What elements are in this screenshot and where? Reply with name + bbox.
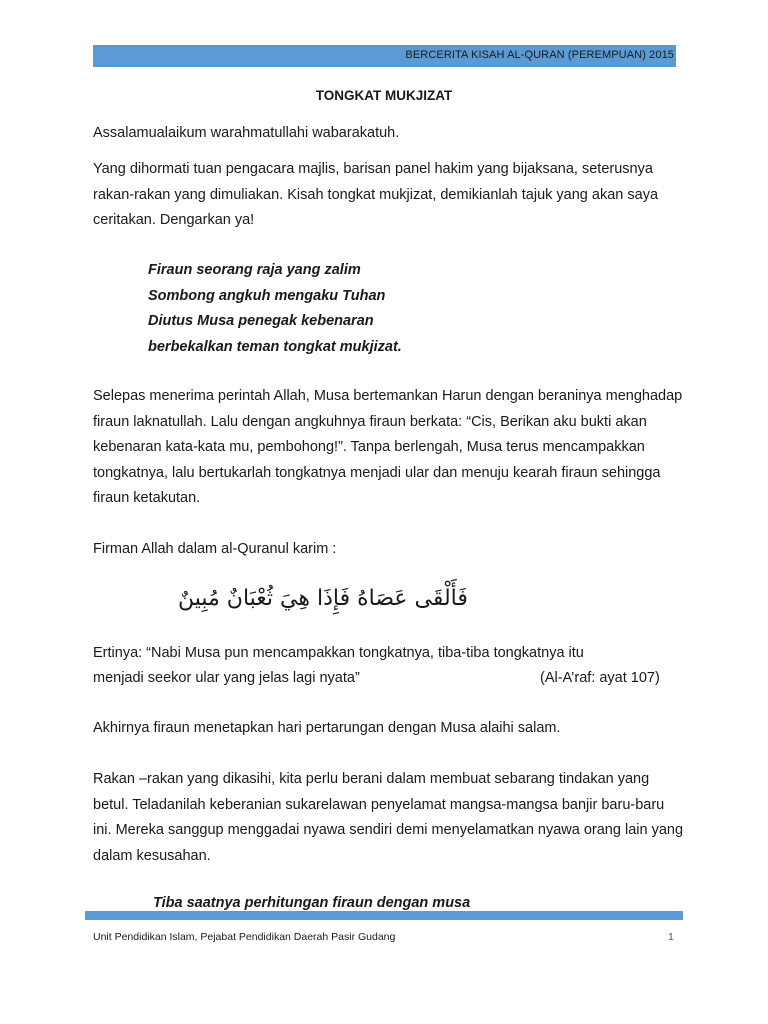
page-number: 1 [668,931,674,943]
header-bar [93,45,676,67]
poem-block [148,258,402,360]
translation-line-1: Ertinya: “Nabi Musa pun mencampakkan tongkatnya, tiba-tiba tongkatnya itu [93,645,584,661]
intro-paragraph: Yang dihormati tuan pengacara majlis, barisan panel hakim yang bijaksana, seterusnya rakan-rakan yang dimuliakan. Kisah tongkat mukjizat, demikianlah tajuk yang akan saya ceritakan. Dengarkan ya! [93,161,659,228]
closing-line: Tiba saatnya perhitungan firaun dengan musa [153,895,471,911]
advice-paragraph: Rakan –rakan yang dikasihi, kita perlu berani dalam membuat sebarang tindakan yang betul. Teladanilah keberanian sukarelawan penyelamat mangsa-mangsa banjir baru-baru ini. Mereka sanggup menggadai nyawa sendiri demi menyelamatkan nyawa orang lain yang dalam kesusahan. [93,771,684,864]
footer-text: Unit Pendidikan Islam, Pejabat Pendidikan Daerah Pasir Gudang [93,931,396,943]
poem-line: Sombong angkuh mengaku Tuhan [148,287,386,304]
poem-line: Firaun seorang raja yang zalim [148,262,361,278]
poem-line: berbekalkan teman tongkat mukjizat. [148,338,402,355]
firman-paragraph: Firman Allah dalam al-Quranul karim : [93,541,337,557]
poem-line: Diutus Musa penegak kebenaran [148,313,374,329]
ending-paragraph: Akhirnya firaun menetapkan hari pertarungan dengan Musa alaihi salam. [93,720,561,736]
page-title: TONGKAT MUKJIZAT [315,88,453,103]
translation-text: menjadi seekor ular yang jelas lagi nyata” [93,670,360,686]
translation-line-2 [93,666,683,692]
verse-reference: (Al-A’raf: ayat 107) [540,670,660,686]
header-title: BERCERITA KISAH AL-QURAN (PEREMPUAN) 2015 [405,49,674,61]
arabic-verse: فَأَلْقَى عَصَاهُ فَإِذَا هِيَ ثُعْبَانٌ مُبِينٌ [178,586,468,611]
story-paragraph: Selepas menerima perintah Allah, Musa bertemankan Harun dengan beraninya menghadap firaun laknatullah. Lalu dengan angkuhnya firaun berkata: “Cis, Berikan aku bukti akan kebenaran kata-kata mu, pembohong!”. Tanpa berlengah, Musa terus mencampakkan tongkatnya, lalu bertukarlah tongkatnya menjadi ular dan menuju kearah firaun sehingga firaun ketakutan. [93,388,683,506]
greeting-paragraph: Assalamualaikum warahmatullahi wabarakatuh. [93,125,400,141]
footer-bar [85,911,683,920]
